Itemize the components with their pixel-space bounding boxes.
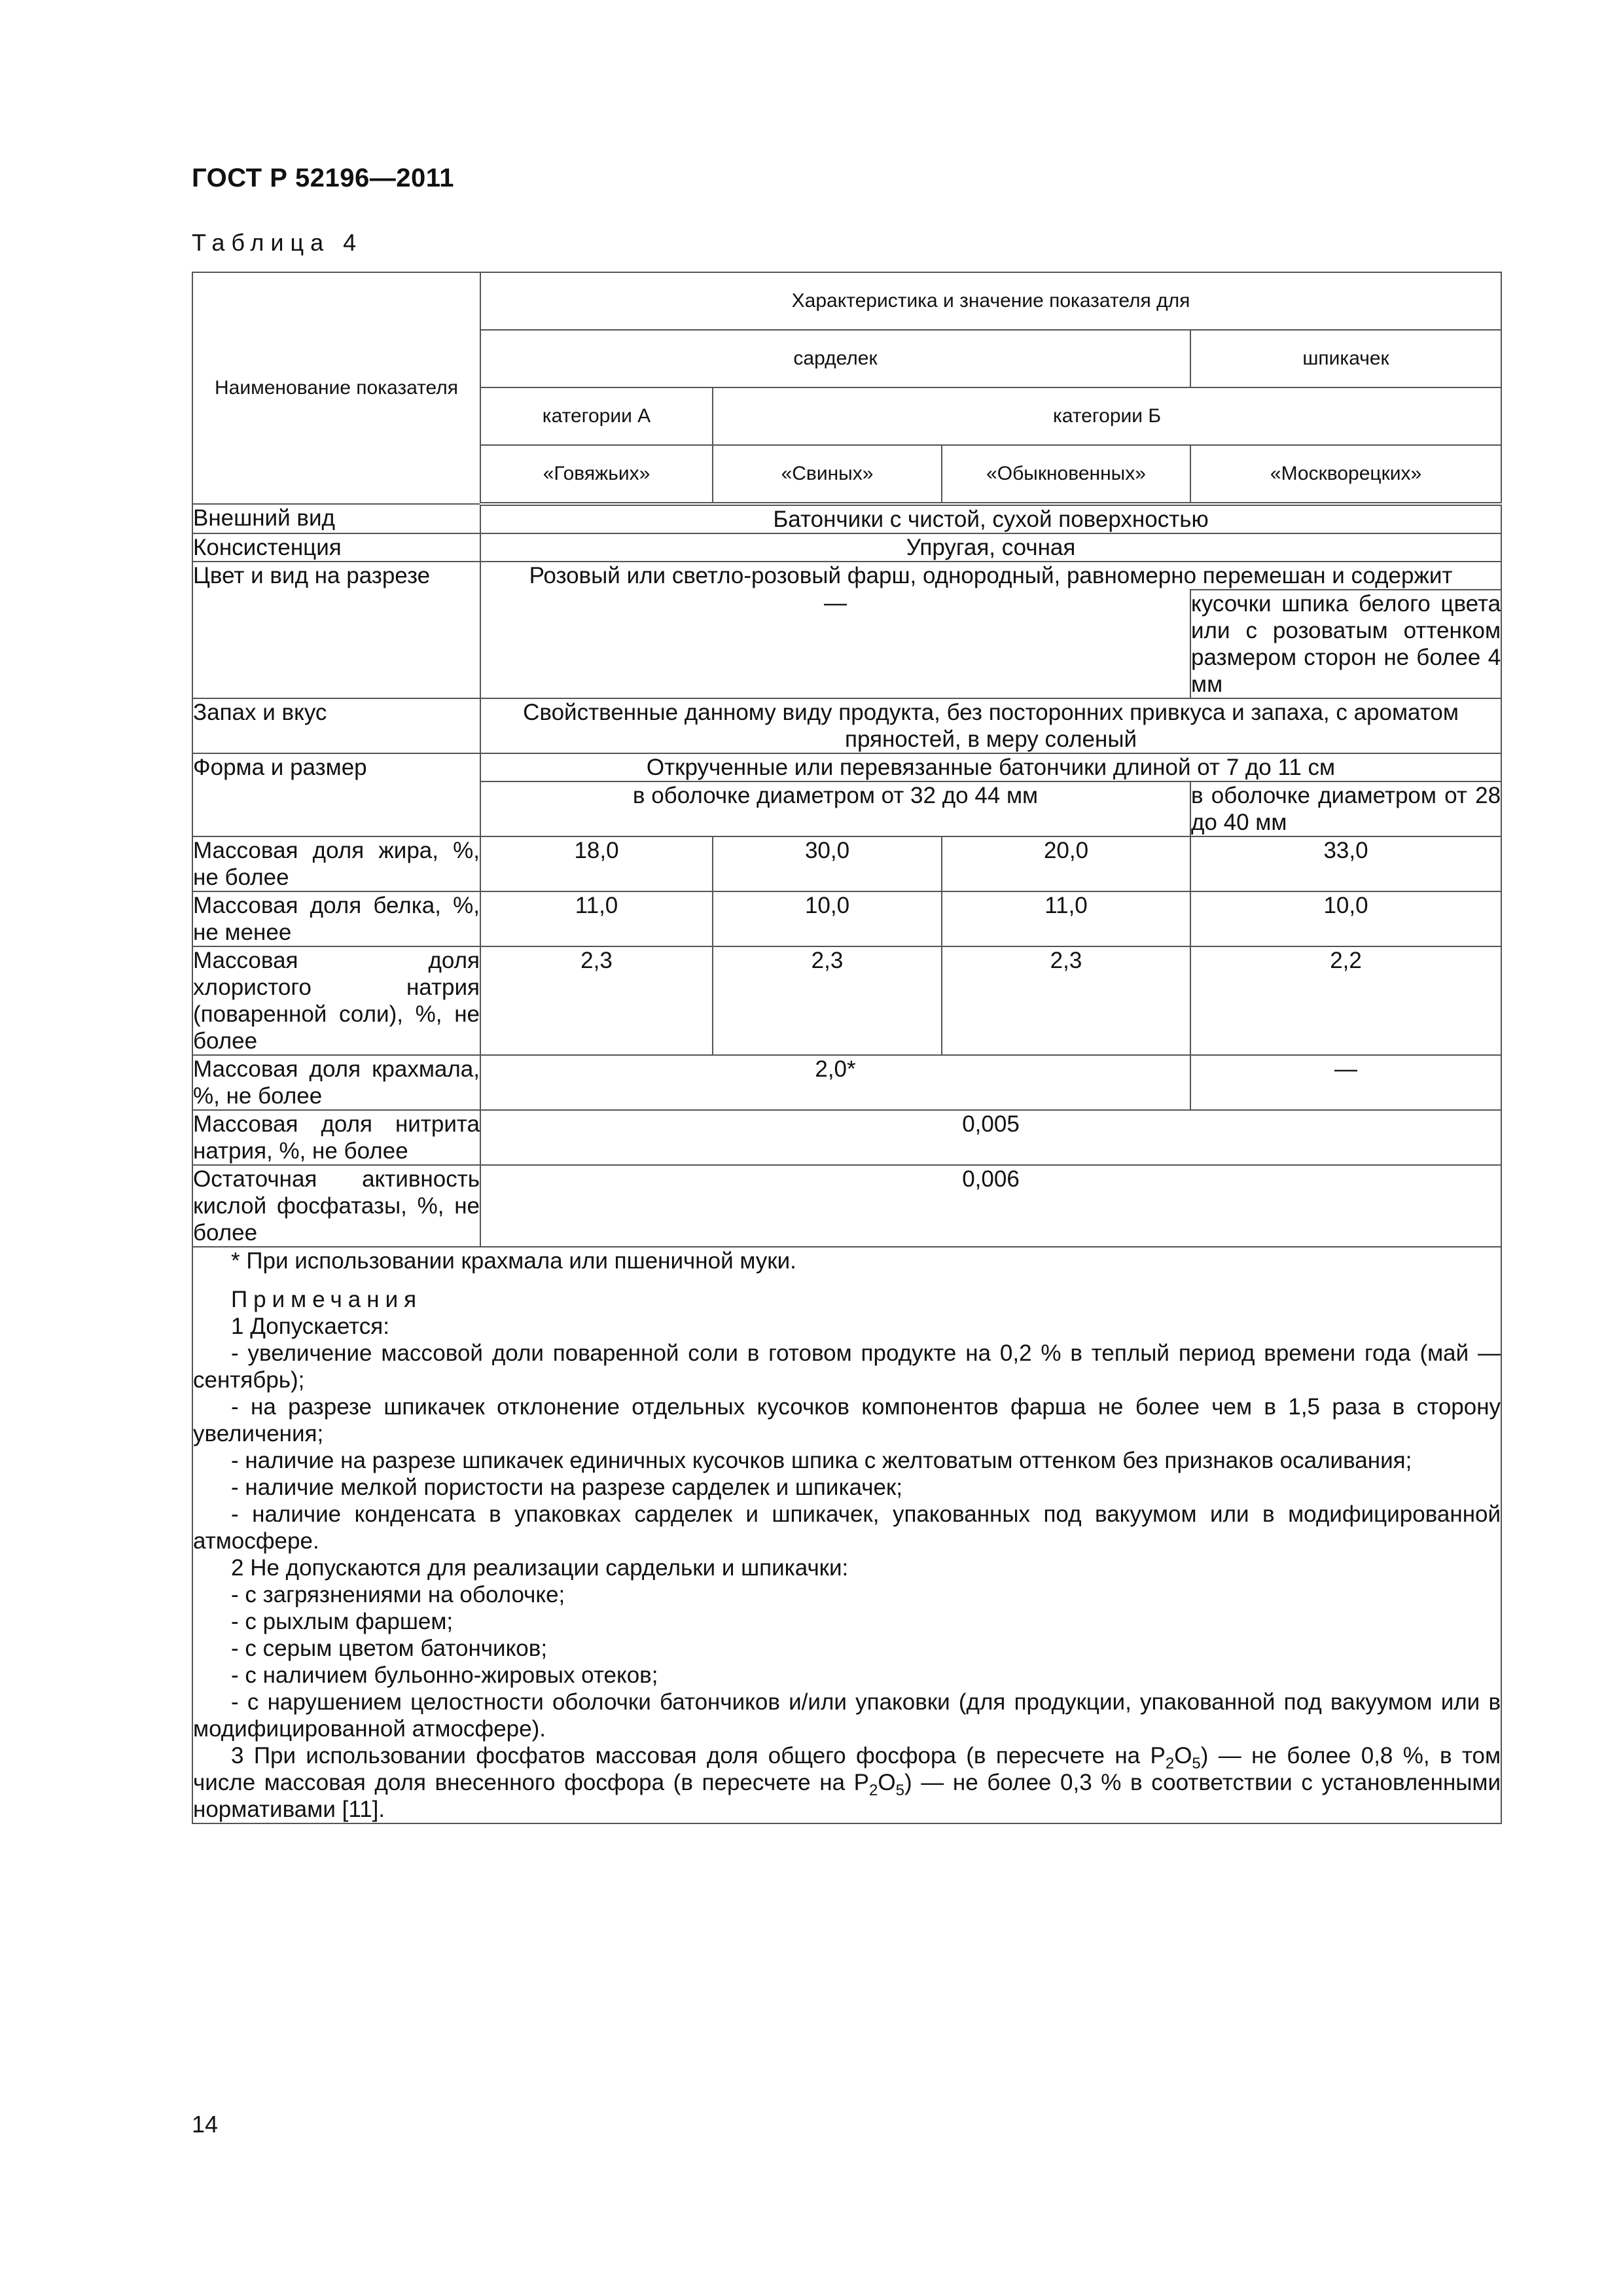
note-item: - с нарушением целостности оболочки батончиков и/или упаковки (для продукции, упакованной под вакуумом или в модифицированной атмосфере). (193, 1689, 1501, 1742)
header-category-a: категории А (480, 387, 713, 445)
note-item: - с рыхлым фаршем; (231, 1609, 454, 1634)
note3-subscript: 5 (895, 1782, 904, 1799)
cell-phosphatase: 0,006 (480, 1165, 1501, 1247)
table-row (192, 698, 1501, 753)
cell-fat-svinye: 30,0 (713, 836, 942, 891)
table-label: Таблица 4 (192, 229, 363, 256)
cell-protein-obyknovennye: 11,0 (942, 891, 1190, 946)
header-govyazhi: «Говяжьих» (480, 445, 713, 504)
header-category-b: категории Б (713, 387, 1501, 445)
cell-salt-govyazhi: 2,3 (480, 946, 713, 1055)
cell-protein-svinye: 10,0 (713, 891, 942, 946)
note-item: - наличие мелкой пористости на разрезе сарделек и шпикачек; (231, 1475, 902, 1500)
row-value-color: Розовый или светло-розовый фарш, однородный, равномерно перемешан и содержит (480, 562, 1501, 590)
table-row (192, 504, 1501, 533)
document-code: ГОСТ Р 52196—2011 (192, 164, 454, 192)
note-item: - наличие на разрезе шпикачек единичных кусочков шпика с желтоватым оттенком без признаков осаливания; (231, 1448, 1412, 1473)
table-row (192, 533, 1501, 562)
note-item: - увеличение массовой доли поваренной соли в готовом продукте на 0,2 % в теплый период времени года (май — сентябрь); (193, 1340, 1501, 1393)
note-item: 1 Допускается: (231, 1314, 389, 1339)
table-row (192, 753, 1501, 781)
note3-subscript: 2 (869, 1782, 878, 1799)
row-value-color-dash: — (480, 590, 1190, 698)
note3-subscript: 2 (1165, 1755, 1175, 1772)
note-item: - с загрязнениями на оболочке; (231, 1582, 565, 1607)
indicators-table (192, 272, 1502, 1824)
table-row (192, 946, 1501, 1055)
footnote: * При использовании крахмала или пшеничной муки. (231, 1248, 796, 1274)
row-name-fat: Массовая доля жира, %, не более (193, 838, 480, 890)
note3-text: ) — не более 0,3 % в соответствии с установленными нормативами [11]. (193, 1770, 1501, 1822)
header-shpikachki: шпикачек (1190, 330, 1501, 387)
note-item: - на разрезе шпикачек отклонение отдельных кусочков компонентов фарша не более чем в 1,5 раза в сторону увеличения; (193, 1394, 1501, 1446)
note-item-3 (193, 1742, 1501, 1823)
note3-text: ) — не более 0,8 %, в том числе массовая доля внесенного фосфора (в пересчете на P (193, 1743, 1501, 1795)
row-name-protein: Массовая доля белка, %, не менее (193, 893, 480, 945)
row-name-salt: Массовая доля хлористого натрия (поваренной соли), %, не более (193, 948, 480, 1054)
cell-starch-shpikachki: — (1190, 1055, 1501, 1110)
header-obyknovennye: «Обыкновенных» (942, 445, 1190, 504)
table-row (192, 1165, 1501, 1247)
row-name-nitrite: Массовая доля нитрита натрия, %, не более (193, 1111, 480, 1164)
cell-nitrite: 0,005 (480, 1110, 1501, 1165)
table-row (192, 891, 1501, 946)
note-item: 2 Не допускаются для реализации сардельки и шпикачки: (231, 1555, 849, 1581)
row-name-appearance: Внешний вид (192, 504, 480, 533)
note3-text: O (1174, 1743, 1192, 1768)
note-item: - с серым цветом батончиков; (231, 1636, 548, 1661)
row-name-starch: Массовая доля крахмала, %, не более (193, 1056, 480, 1109)
cell-fat-govyazhi: 18,0 (480, 836, 713, 891)
row-name-color: Цвет и вид на разрезе (192, 562, 480, 698)
cell-fat-obyknovennye: 20,0 (942, 836, 1190, 891)
row-value-shape-casing-shpikachki: в оболочке диаметром от 28 до 40 мм (1191, 783, 1501, 835)
page-number: 14 (192, 2111, 219, 2138)
row-name-smell: Запах и вкус (192, 698, 480, 753)
note3-text: 3 При использовании фосфатов массовая доля общего фосфора (в пересчете на P (231, 1743, 1166, 1768)
cell-salt-svinye: 2,3 (713, 946, 942, 1055)
note3-text: O (878, 1770, 896, 1795)
table-row (192, 836, 1501, 891)
cell-protein-govyazhi: 11,0 (480, 891, 713, 946)
row-name-consistency: Консистенция (192, 533, 480, 562)
table-row (192, 1110, 1501, 1165)
table-row (192, 562, 1501, 590)
header-svinye: «Свиных» (713, 445, 942, 504)
cell-starch-sardelki: 2,0* (480, 1055, 1190, 1110)
cell-salt-moskvoretskie: 2,2 (1190, 946, 1501, 1055)
cell-fat-moskvoretskie: 33,0 (1190, 836, 1501, 891)
row-value-shape-casing-sardelki: в оболочке диаметром от 32 до 44 мм (480, 781, 1190, 836)
row-value-shape: Открученные или перевязанные батончики длиной от 7 до 11 см (480, 753, 1501, 781)
header-sardelki: сарделек (480, 330, 1190, 387)
header-indicator-name: Наименование показателя (192, 272, 480, 504)
row-value-smell: Свойственные данному виду продукта, без посторонних привкуса и запаха, с ароматом пряностей, в меру соленый (480, 698, 1501, 753)
note-item: - с наличием бульонно-жировых отеков; (231, 1662, 658, 1688)
note3-subscript: 5 (1192, 1755, 1201, 1772)
table-row (192, 1055, 1501, 1110)
row-value-color-shpik: кусочки шпика белого цвета или с розоватым оттенком размером сторон не более 4 мм (1191, 591, 1501, 697)
row-value-consistency: Упругая, сочная (480, 533, 1501, 562)
header-moskvoretskie: «Москворецких» (1190, 445, 1501, 504)
header-characteristic: Характеристика и значение показателя для (480, 272, 1501, 330)
row-name-phosphatase: Остаточная активность кислой фосфатазы, %, не более (193, 1166, 480, 1246)
cell-salt-obyknovennye: 2,3 (942, 946, 1190, 1055)
notes-cell (192, 1247, 1501, 1823)
cell-protein-moskvoretskie: 10,0 (1190, 891, 1501, 946)
note-item: - наличие конденсата в упаковках сарделек и шпикачек, упакованных под вакуумом или в модифицированной атмосфере. (193, 1501, 1501, 1554)
notes-title: Примечания (231, 1287, 423, 1312)
row-value-appearance: Батончики с чистой, сухой поверхностью (480, 504, 1501, 533)
row-name-shape: Форма и размер (192, 753, 480, 836)
